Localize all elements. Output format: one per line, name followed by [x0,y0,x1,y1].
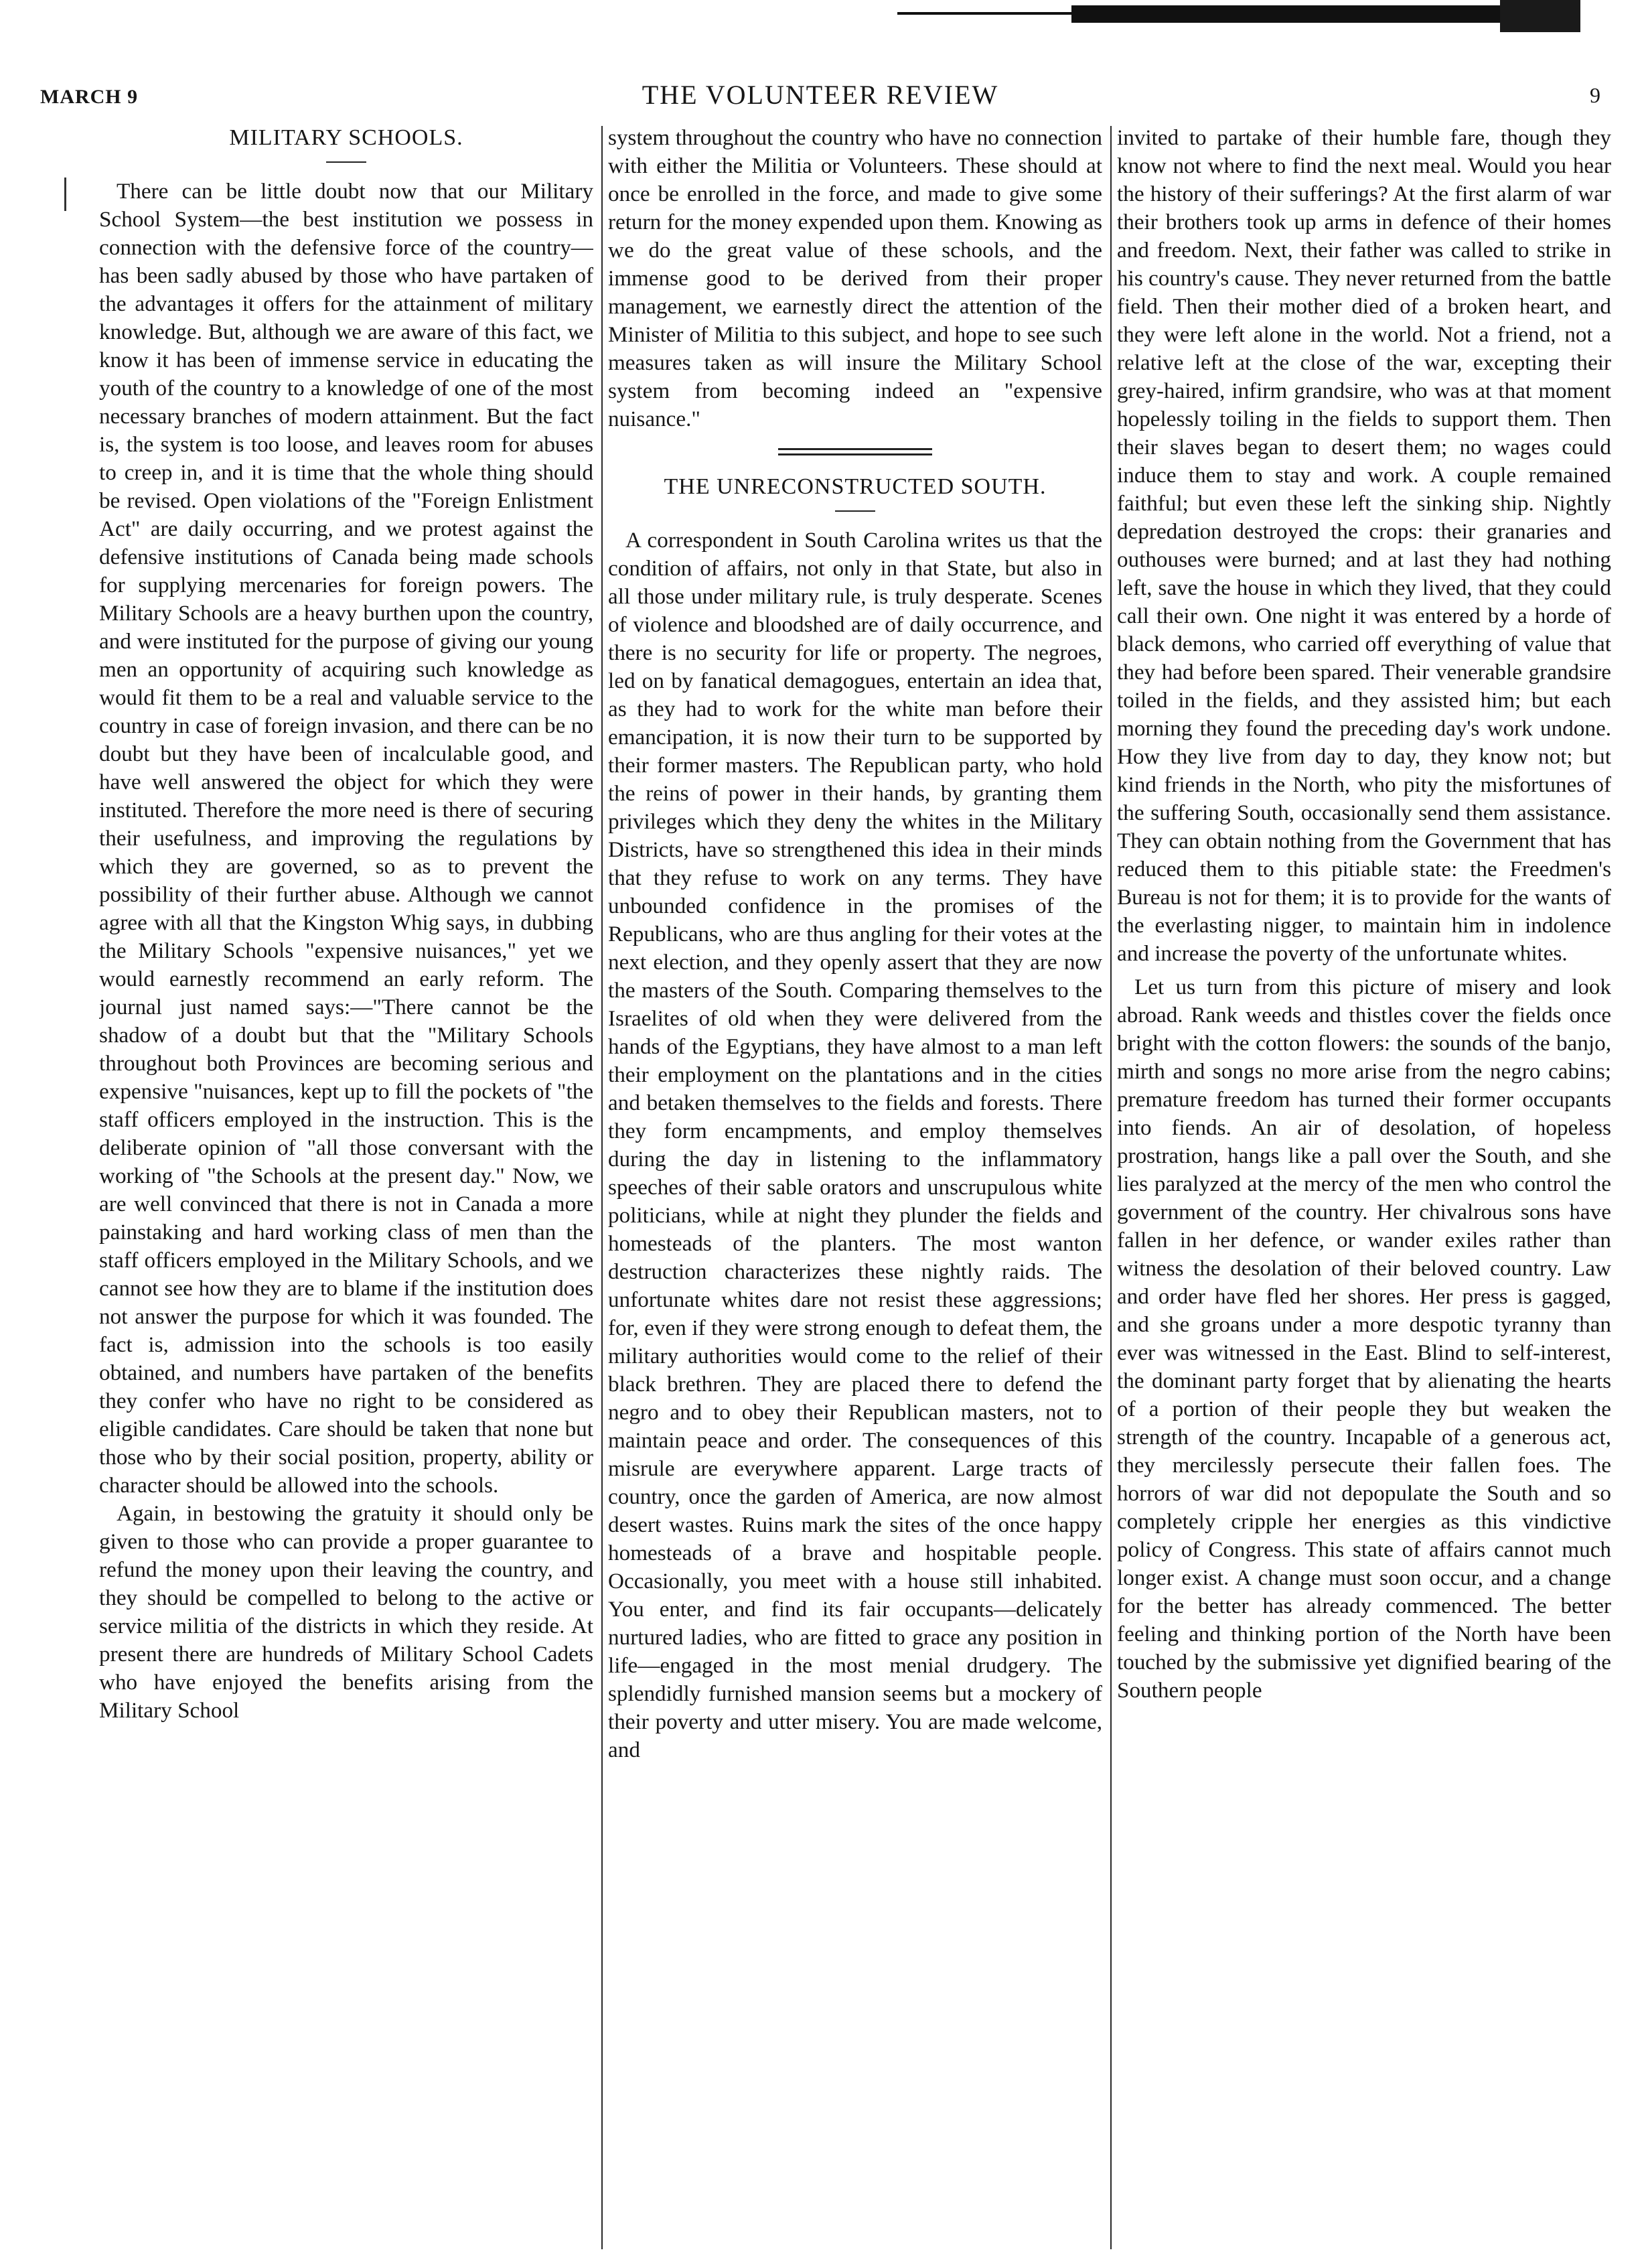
article-heading-unreconstructed-south: THE UNRECONSTRUCTED SOUTH. [664,474,1047,499]
publication-title: THE VOLUNTEER REVIEW [642,80,999,110]
column-divider [601,126,603,2249]
top-border-rule-thick [1071,5,1567,23]
column-2 [608,124,1102,2251]
margin-mark [64,178,66,211]
article-heading-military-schools: MILITARY SCHOOLS. [229,125,463,150]
issue-date: MARCH 9 [40,86,139,108]
page-header [40,79,1600,119]
article-separator-rule [778,448,932,455]
column-1 [99,124,593,2251]
ink-blot-decoration [1500,0,1580,32]
heading-divider [326,161,366,163]
article-paragraph: invited to partake of their humble fare, though they know not where to find the next meal. Would you hear the history of their sufferings? At the first alarm of war their brothers took up arms in defence of their homes and freedom. Next, their father was called to strike in his country's cause. They never returned from the battle field. Then their mother died of a broken heart, and they were left alone in the world. Not a friend, not a relative left at the close of the war, excepting their grey-haired, infirm grandsire, who was at that moment hopelessly toiling in the fields to support them. Then their slaves began to desert them; no wages could induce them to stay and work. A couple remained faithful; but even these left the sinking ship. Nightly depredation destroyed the crops: their granaries and outhouses were burned; and at last they had nothing left, save the house in which they lived, that they could call their own. One night it was entered by a horde of black demons, who carried off everything of value that they had before been spared. Their venerable grandsire toiled in the fields, and they assisted him; but each morning they found the preceding day's work undone. How they live from day to day, they know not; but kind friends in the North, who pity the misfortunes of the suffering South, occasionally send them assistance. They can obtain nothing from the Government that has reduced them to this pitiable state: the Freedmen's Bureau is not for them; it is to provide for the wants of the everlasting nigger, to maintain him in indolence and increase the poverty of the unfortunate whites. [1117,125,1611,966]
column-3 [1117,124,1611,2251]
heading-divider [835,510,875,512]
article-paragraph: Let us turn from this picture of misery and look abroad. Rank weeds and thistles cover the fields once bright with the cotton flowers: the sounds of the banjo, mirth and songs no more arise from the negro cabins; premature freedom has turned their former occupants into fiends. An air of desolation, of hopeless prostration, hangs like a pall over the South, and she lies paralyzed at the mercy of the men who control the government of the country. Her chivalrous sons have fallen in her defence, or wander exiles rather than witness the desolation of their beloved country. Law and order have fled her shores. Her press is gagged, and she groans under a more despotic tyranny than ever was witnessed in the East. Blind to self-interest, the dominant party forget that by alienating the hearts of a portion of their people they but weaken the strength of the country. Incapable of a generous act, they mercilessly persecute their fallen foes. The horrors of war did not depopulate the South and so completely cripple her energies as this vindictive policy of Congress. This state of affairs cannot much longer exist. A change must soon occur, and a change for the better has already commenced. The better feeling and thinking portion of the North have been touched by the submissive yet dignified bearing of the Southern people [1117,975,1611,1703]
article-paragraph: A correspondent in South Carolina writes us that the condition of affairs, not only in that State, but also in all those under military rule, is truly desperate. Scenes of violence and bloodshed are of daily occurrence, and there is no security for life or property. The negroes, led on by fanatical demagogues, entertain an idea that, as they had to work for the white man before their emancipation, it is now their turn to be supported by their former masters. The Republican party, who hold the reins of power in their hands, by granting them privileges which they deny the whites in the Military Districts, have so strengthened this idea in their minds that they refuse to work on any terms. They have unbounded confidence in the promises of the Republicans, who are thus angling for their votes at the next election, and they openly assert that they are now the masters of the South. Comparing themselves to the Israelites of old when they were delivered from the hands of the Egyptians, they have almost to a man left their employment on the plantations and in the cities and betaken themselves to the fields and forests. There they form encampments, and employ themselves during the day in listening to the inflammatory speeches of their sable orators and unscrupulous white politicians, while at night they plunder the fields and homesteads of the planters. The most wanton destruction characterizes these nightly raids. The unfortunate whites dare not resist these aggressions; for, even if they were strong enough to defeat them, the military authorities would come to the relief of their black brethren. They are placed there to defend the negro and to obey their Republican masters, not to maintain peace and order. The consequences of this misrule are everywhere apparent. Large tracts of country, once the garden of America, are now almost desert wastes. Ruins mark the sites of the once happy homesteads of a brave and hospitable people. Occasionally, you meet with a house still inhabited. You enter, and find its fair occupants—delicately nurtured ladies, who are fitted to grace any position in life—engaged in the most menial drudgery. The splendidly furnished mansion seems but a mockery of their poverty and utter misery. You are made welcome, and [608,528,1102,1762]
article-paragraph: Again, in bestowing the gratuity it should only be given to those who can provide a proper guarantee to refund the money upon their leaving the country, and they should be compelled to belong to the active or service militia of the districts in which they reside. At present there are hundreds of Military School Cadets who have enjoyed the benefits arising from the Military School [99,1501,593,1723]
top-border-rule [897,12,1098,15]
article-paragraph: system throughout the country who have no connection with either the Militia or Volunteers. These should at once be enrolled in the force, and made to give some return for the money expended upon them. Knowing as we do the great value of these schools, and the immense good to be derived from their proper management, we earnestly direct the attention of the Minister of Militia to this subject, and hope to see such measures taken as will insure the Military School system from becoming indeed an "expensive nuisance." [608,125,1102,431]
article-paragraph: There can be little doubt now that our Military School System—the best institution we possess in connection with the defensive force of the country—has been sadly abused by those who have partaken of the advantages it offers for the attainment of military knowledge. But, although we are aware of this fact, we know it has been of immense service in educating the youth of the country to a knowledge of one of the most necessary branches of modern attainment. But the fact is, the system is too loose, and leaves room for abuses to creep in, and it is time that the whole thing should be revised. Open violations of the "Foreign Enlistment Act" are daily occurring, and we protest against the defensive institutions of Canada being made schools for supplying mercenaries for foreign powers. The Military Schools are a heavy burthen upon the country, and were instituted for the purpose of giving our young men an opportunity of acquiring such knowledge as would fit them to be a real and valuable service to the country in case of foreign invasion, and there can be no doubt but they have been of incalculable good, and have well answered the object for which they were instituted. Therefore the more need is there of securing their usefulness, and improving the regulations by which they are governed, so as to prevent the possibility of their further abuse. Although we cannot agree with all that the Kingston Whig says, in dubbing the Military Schools "expensive nuisances," yet we would earnestly recommend an early reform. The journal just named says:—"There cannot be the shadow of a doubt but that the "Military Schools throughout both Provinces are becoming serious and expensive "nuisances, kept up to fill the pockets of "the staff officers employed in the instruction. This is the deliberate opinion of "all those conversant with the working of "the Schools at the present day." Now, we are well convinced that there is not in Canada a more painstaking and hard working class of men than the staff officers employed in the Military Schools, and we cannot see how they are to blame if the institution does not answer the purpose for which it was founded. The fact is, admission into the schools is too easily obtained, and numbers have partaken of the benefits they confer who have no right to be considered as eligible candidates. Care should be taken that none but those who by their social position, property, ability or character should be allowed into the schools. [99,179,593,1498]
page-number: 9 [1590,83,1600,107]
column-divider [1110,126,1112,2249]
